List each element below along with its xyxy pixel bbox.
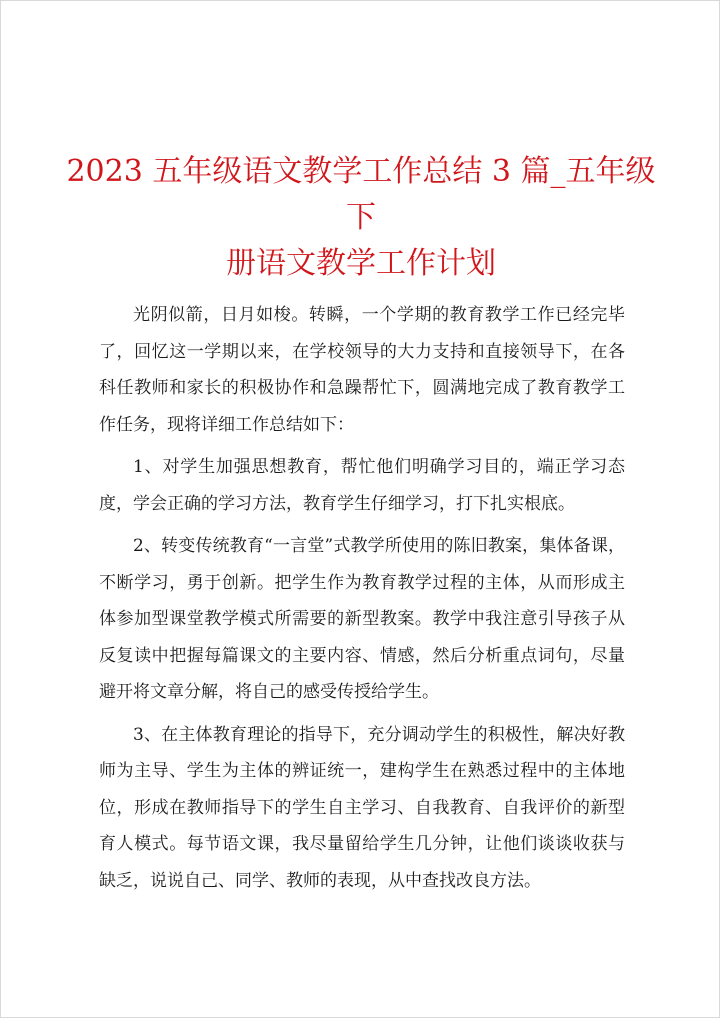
title-line-2: 册语文教学工作计划	[226, 246, 496, 281]
paragraph-intro: 光阴似箭，日月如梭。转瞬，一个学期的教育教学工作已经完毕了，回忆这一学期以来，在学校领导的大力支持和直接领导下，在各科任教师和家长的积极协作和急躁帮忙下，圆满地完成了教育教学工作任务，现将详细工作总结如下：	[99, 305, 625, 435]
paragraph-point-3: 3、在主体教育理论的指导下，充分调动学生的积极性，解决好教师为主导、学生为主体的辨证统一，建构学生在熟悉过程中的主体地位，形成在教师指导下的学生自主学习、自我教育、自我评价的新型育人模式。每节语文课，我尽量留给学生几分钟，让他们谈谈收获与缺乏，说说自己、同学、教师的表现，从中查找改良方法。	[99, 724, 625, 891]
document-body	[99, 297, 625, 905]
title-line-1: 2023 五年级语文教学工作总结 3 篇_五年级下	[66, 154, 656, 235]
paragraph-point-1: 1、对学生加强思想教育，帮忙他们明确学习目的，端正学习态度，学会正确的学习方法，教育学生仔细学习，打下扎实根底。	[99, 457, 625, 514]
paragraph-point-2: 2、转变传统教育“一言堂”式教学所使用的陈旧教案，集体备课，不断学习，勇于创新。把学生作为教育教学过程的主体，从而形成主体参加型课堂教学模式所需要的新型教案。教学中我注意引导孩子从反复读中把握每篇课文的主要内容、情感，然后分析重点词句，尽量避开将文章分解，将自己的感受传授给学生。	[99, 536, 625, 702]
document-title	[61, 149, 661, 287]
